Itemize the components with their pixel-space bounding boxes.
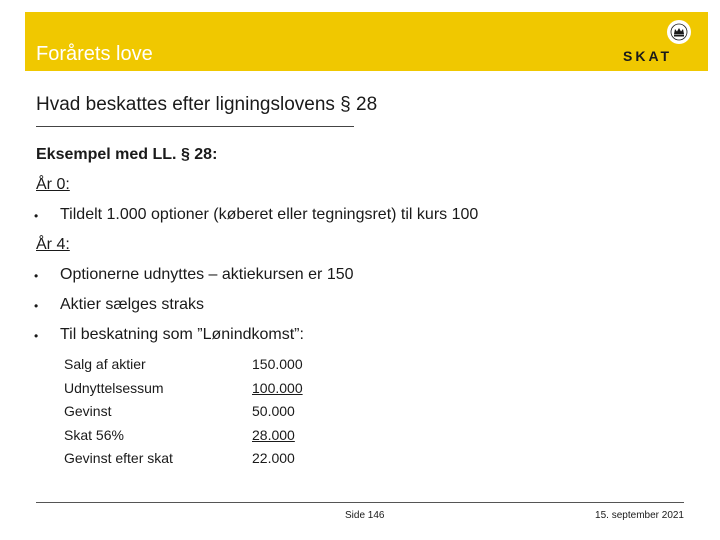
calc-label: Udnyttelsessum bbox=[64, 380, 164, 396]
year4-label: År 4: bbox=[36, 236, 70, 253]
year0-bullet: Tildelt 1.000 optioner (køberet eller tegningsret) til kurs 100 bbox=[60, 206, 479, 223]
calc-label: Gevinst bbox=[64, 403, 112, 419]
year0-label: År 0: bbox=[36, 176, 70, 193]
calc-label: Skat 56% bbox=[64, 427, 124, 443]
calc-value: 150.000 bbox=[252, 356, 303, 372]
year4-bullet: Aktier sælges straks bbox=[60, 296, 205, 313]
year4-bullet: Optionerne udnyttes – aktiekursen er 150 bbox=[60, 266, 354, 283]
footer-divider bbox=[36, 502, 684, 503]
bullet-marker: • bbox=[34, 269, 39, 283]
bullet-marker: • bbox=[34, 329, 39, 343]
calc-value: 50.000 bbox=[252, 403, 295, 419]
calc-value: 28.000 bbox=[252, 427, 295, 443]
logo-wordmark: SKAT bbox=[623, 48, 673, 64]
skat-logo bbox=[620, 18, 694, 66]
calc-label: Gevinst efter skat bbox=[64, 450, 173, 466]
crown-icon bbox=[667, 20, 691, 44]
bullet-marker: • bbox=[34, 209, 39, 223]
title-divider bbox=[36, 126, 354, 127]
page-number: Side 146 bbox=[345, 510, 385, 521]
bullet-marker: • bbox=[34, 299, 39, 313]
header-banner bbox=[25, 12, 708, 71]
footer-date: 15. september 2021 bbox=[595, 510, 684, 521]
banner-title: Forårets love bbox=[36, 43, 153, 65]
calc-value: 100.000 bbox=[252, 380, 303, 396]
year4-bullet: Til beskatning som ”Lønindkomst”: bbox=[60, 326, 304, 343]
calc-value: 22.000 bbox=[252, 450, 295, 466]
example-heading: Eksempel med LL. § 28: bbox=[36, 146, 218, 163]
calc-label: Salg af aktier bbox=[64, 356, 146, 372]
slide-title: Hvad beskattes efter ligningslovens § 28 bbox=[36, 94, 378, 115]
